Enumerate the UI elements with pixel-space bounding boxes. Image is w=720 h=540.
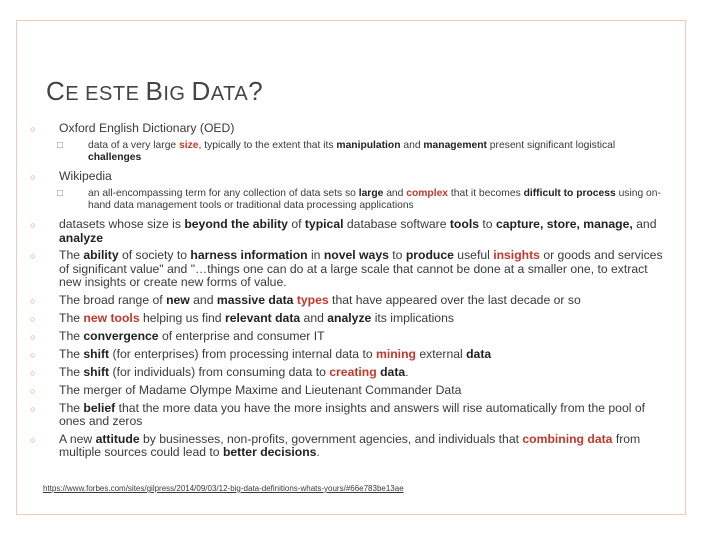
text-run: and <box>189 292 217 307</box>
bullet-icon <box>30 348 59 362</box>
sub-bullet-icon <box>57 188 88 200</box>
bullet-list <box>30 122 670 464</box>
text-run: that the more data you have the more insights and answers will rise automatically from the pool of ones and zeros <box>59 400 645 428</box>
text-run: in <box>307 248 324 262</box>
list-item <box>30 170 670 212</box>
list-item <box>30 366 670 380</box>
text-run: its implications <box>371 310 454 325</box>
text-run: produce <box>405 248 454 262</box>
list-item-text <box>59 249 670 290</box>
source-link[interactable]: https://www.forbes.com/sites/gilpress/2014/09/03/12-big-data-definitions-whats-yours/#66e783be13ae <box>43 484 404 493</box>
list-item <box>30 402 670 429</box>
list-item-text <box>59 122 234 136</box>
text-run: . <box>405 364 409 379</box>
text-run: and <box>400 140 424 151</box>
text-run: by businesses, non-profits, government agencies, and individuals that <box>139 431 523 446</box>
title-part: C <box>46 76 66 106</box>
text-run: (for individuals) from consuming data to <box>109 364 330 379</box>
text-run: and <box>300 310 328 325</box>
title-part: B <box>145 76 164 106</box>
text-run: The merger of Madame Olympe Maxime and Lieutenant Commander Data <box>59 382 462 397</box>
text-run: ability <box>83 248 119 262</box>
text-run: and <box>383 188 407 199</box>
text-run: , typically to the extent that its <box>198 140 337 151</box>
bullet-icon <box>30 249 59 263</box>
list-item-text <box>59 170 112 184</box>
text-run: or goods and services of significant value" and "…things one can do at a large scale that cannot be done at a smaller one, to extract new insights or create new forms of value. <box>59 248 663 289</box>
text-run: complex <box>406 188 449 199</box>
text-run: that have appeared over the last decade or so <box>328 292 581 307</box>
list-item-text <box>59 433 670 460</box>
text-run: an all-encompassing term for any collection of data sets so <box>88 188 359 199</box>
text-run: creating <box>329 364 377 379</box>
list-item <box>30 433 670 460</box>
text-run: The <box>59 346 84 361</box>
text-run: size <box>179 140 199 151</box>
text-run: shift <box>83 364 110 379</box>
bullet-icon <box>30 170 59 184</box>
text-run: novel ways <box>323 248 389 262</box>
text-run: insights <box>493 248 540 262</box>
list-item <box>30 348 670 362</box>
text-run: management <box>423 140 487 151</box>
text-run: datasets whose size is <box>59 217 185 231</box>
text-run: analyze <box>327 310 372 325</box>
text-run: using on-hand data management tools or traditional data processing applications <box>88 188 661 211</box>
text-run: to <box>479 217 496 231</box>
text-run: data <box>466 346 492 361</box>
bullet-icon <box>30 122 59 136</box>
text-run: from multiple sources could lead to <box>59 431 641 459</box>
list-item-text <box>59 348 491 362</box>
text-run: external <box>415 346 467 361</box>
text-run: new <box>166 292 190 307</box>
sub-bullet-icon <box>57 140 88 152</box>
text-run: analyze <box>59 230 104 245</box>
text-run: harness information <box>190 248 308 262</box>
bullet-icon <box>30 366 59 380</box>
list-item-text <box>59 366 409 380</box>
text-run: of <box>287 217 305 231</box>
list-item-text <box>59 218 670 245</box>
text-run: (for enterprises) from processing internal data to <box>109 346 377 361</box>
text-run: types <box>296 292 329 307</box>
text-run: difficult to process <box>523 188 616 199</box>
list-item <box>30 249 670 290</box>
sub-item <box>30 188 670 212</box>
list-item <box>30 330 670 344</box>
bullet-icon <box>30 294 59 308</box>
text-run: new tools <box>83 310 140 325</box>
text-run: and <box>632 217 657 231</box>
text-run: combining data <box>522 431 613 446</box>
text-run: Wikipedia <box>59 169 112 183</box>
text-run: convergence <box>83 328 159 343</box>
text-run: to <box>388 248 406 262</box>
text-run: beyond the ability <box>184 217 288 231</box>
text-run: manipulation <box>336 140 401 151</box>
bullet-icon <box>30 402 59 416</box>
text-run: better decisions <box>222 445 317 459</box>
text-run: data <box>380 364 406 379</box>
bullet-icon <box>30 433 59 447</box>
title-part: E ESTE <box>65 83 146 105</box>
bullet-icon <box>30 330 59 344</box>
list-item-text <box>59 330 325 344</box>
sub-item <box>30 140 670 164</box>
sub-item-text <box>88 140 670 164</box>
list-item <box>30 122 670 164</box>
title-part: ? <box>248 76 264 106</box>
text-run: The <box>59 310 84 325</box>
list-item-text <box>59 312 454 326</box>
list-item <box>30 294 670 308</box>
text-run: mining <box>376 346 416 361</box>
text-run: database software <box>343 217 450 231</box>
bullet-icon <box>30 218 59 232</box>
text-run: The broad range of <box>59 292 167 307</box>
text-run: helping us find <box>139 310 225 325</box>
text-run: The <box>59 328 84 343</box>
text-run: Oxford English Dictionary (OED) <box>59 121 235 135</box>
list-item <box>30 312 670 326</box>
text-run: A new <box>59 431 96 446</box>
text-run: that it becomes <box>448 188 524 199</box>
bullet-icon <box>30 312 59 326</box>
text-run: data of a very large <box>88 140 180 151</box>
text-run: The <box>59 400 84 415</box>
slide-title <box>46 76 263 107</box>
text-run: The <box>59 364 84 379</box>
text-run: present significant logistical <box>486 140 616 151</box>
list-item <box>30 218 670 245</box>
text-run: The <box>59 248 84 262</box>
text-run: shift <box>83 346 110 361</box>
text-run: typical <box>304 217 344 231</box>
text-run: large <box>358 188 384 199</box>
title-part: IG <box>163 83 192 105</box>
text-run: challenges <box>88 152 142 163</box>
text-run: of enterprise and consumer IT <box>158 328 325 343</box>
text-run: . <box>316 445 320 459</box>
list-item-text <box>59 294 581 308</box>
title-part: D <box>191 76 211 106</box>
text-run: relevant data <box>224 310 301 325</box>
text-run: belief <box>83 400 116 415</box>
text-run: useful <box>453 248 494 262</box>
title-part: ATA <box>210 83 249 105</box>
sub-item-text <box>88 188 670 212</box>
text-run: tools <box>449 217 479 231</box>
bullet-icon <box>30 384 59 398</box>
text-run: massive data <box>216 292 294 307</box>
list-item-text <box>59 402 670 429</box>
text-run: of society to <box>118 248 191 262</box>
text-run: capture, store, manage, <box>495 217 633 231</box>
list-item-text <box>59 384 461 398</box>
text-run: attitude <box>95 431 140 446</box>
list-item <box>30 384 670 398</box>
